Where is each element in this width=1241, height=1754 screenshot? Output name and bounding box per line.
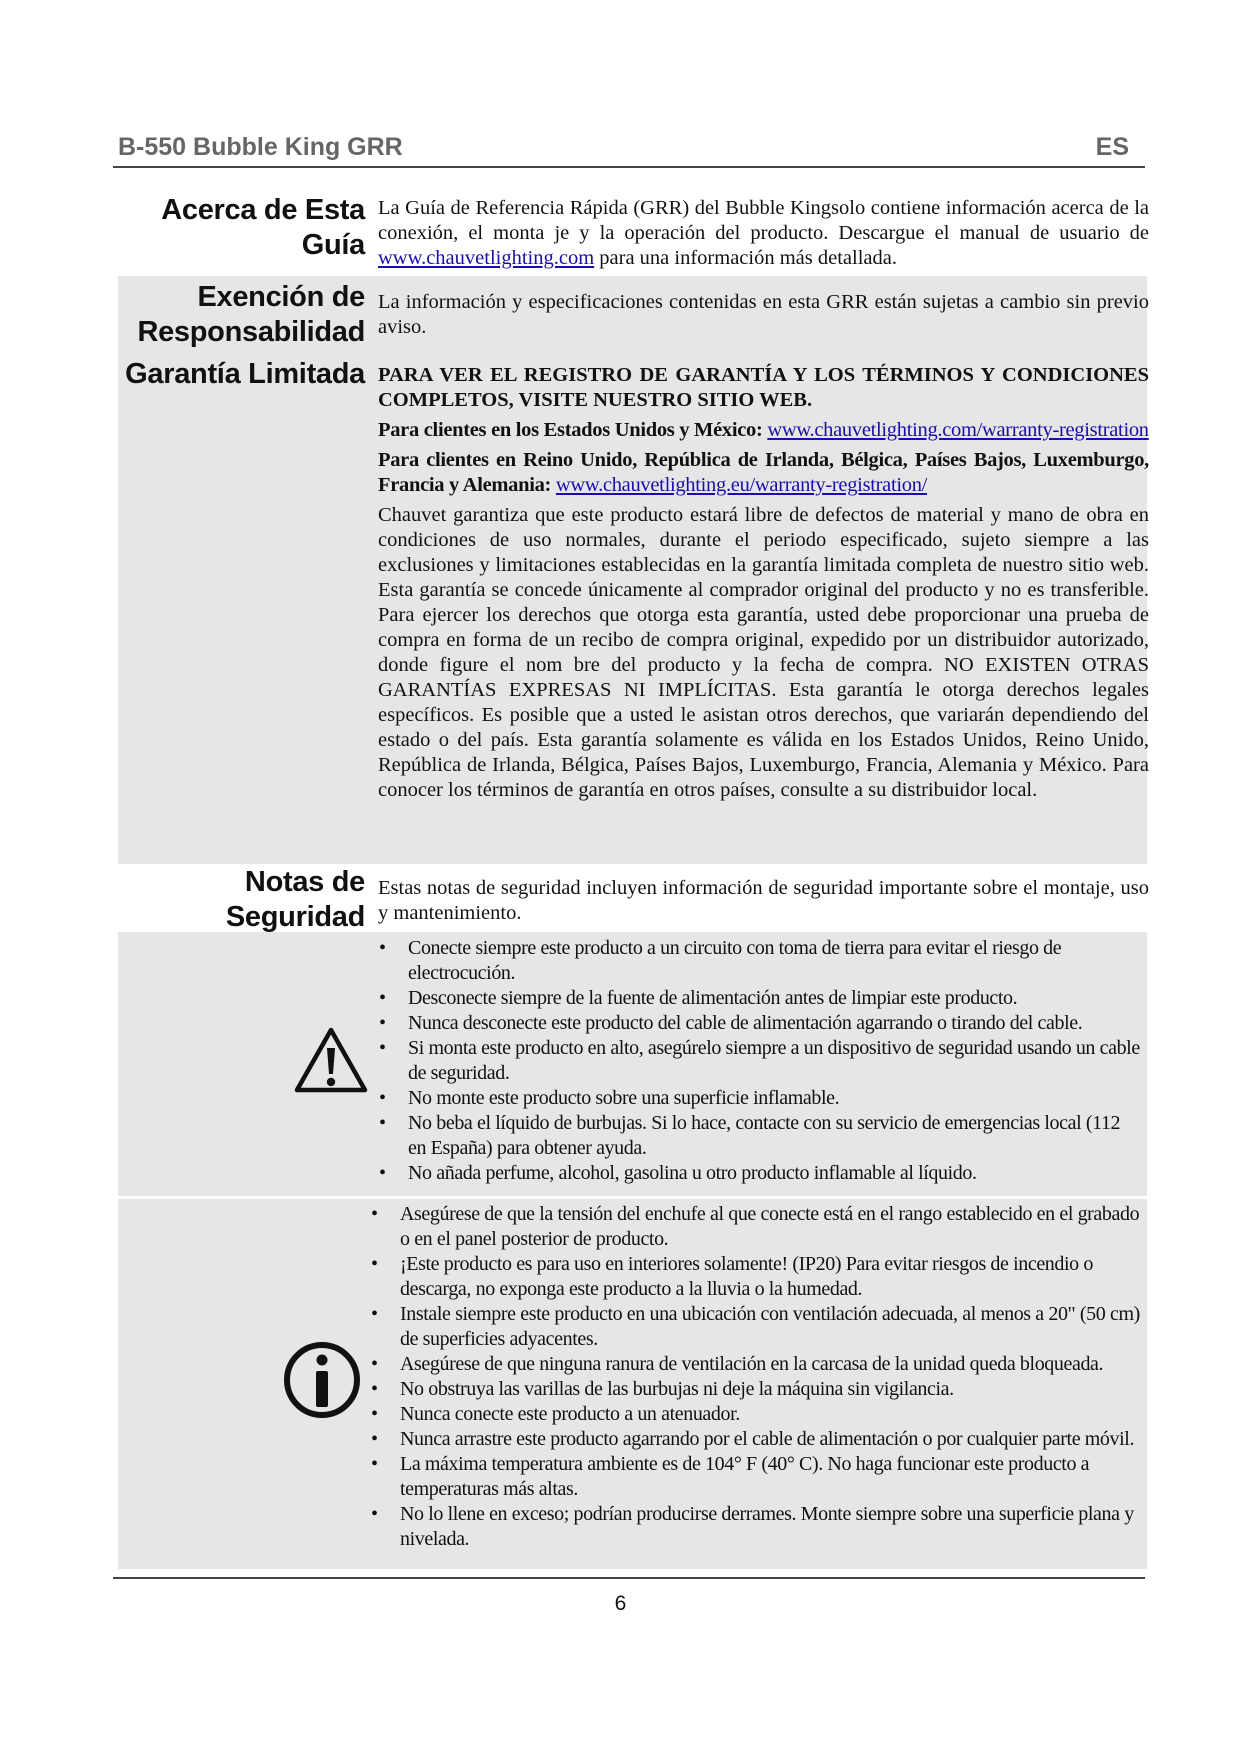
- list-item: • No añada perfume, alcohol, gasolina u otro producto inflamable al líquido.: [379, 1162, 977, 1184]
- manual-link[interactable]: www.chauvetlighting.com: [378, 247, 595, 269]
- safety-intro: Estas notas de seguridad incluyen información de seguridad importante sobre el montaje, uso y mantenimiento.: [378, 877, 1149, 924]
- list-item: • Nunca desconecte este producto del cable de alimentación agarrando o tirando del cable.: [379, 1012, 1083, 1034]
- warranty-eu: Para clientes en Reino Unido, República de Irlanda, Bélgica, Países Bajos, Luxemburgo, Francia y Alemania: www.chauvetlighting.eu/warranty-registration/: [378, 449, 1149, 496]
- list-item: • Si monta este producto en alto, asegúrelo siempre a un dispositivo de seguridad usando un cable de seguridad.: [379, 1037, 1140, 1084]
- list-item: • Nunca arrastre este producto agarrando por el cable de alimentación o por cualquier parte móvil.: [371, 1428, 1135, 1450]
- eu-warranty-link[interactable]: www.chauvetlighting.eu/warranty-registration/: [555, 474, 928, 496]
- warning-triangle-icon: [294, 1026, 368, 1094]
- list-item: • Instale siempre este producto en una ubicación con ventilación adecuada, al menos a 20" (50 cm) de superficies adyacentes.: [371, 1303, 1140, 1350]
- warranty-heading: Garantía Limitada: [125, 358, 365, 390]
- list-item: • No beba el líquido de burbujas. Si lo hace, contacte con su servicio de emergencias local (112 en España) para obtener ayuda.: [379, 1112, 1121, 1159]
- safety-heading: Notas de Seguridad: [225, 866, 365, 933]
- warning-list: [376, 936, 1141, 1186]
- warranty-caps: PARA VER EL REGISTRO DE GARANTÍA Y LOS TÉRMINOS Y CONDICIONES COMPLETOS, VISITE NUESTRO SITIO WEB.: [378, 364, 1149, 411]
- us-warranty-link[interactable]: www.chauvetlighting.com/warranty-registration: [767, 419, 1149, 441]
- list-item: • ¡Este producto es para uso en interiores solamente! (IP20) Para evitar riesgos de incendio o descarga, no exponga este producto a la lluvia o la humedad.: [371, 1253, 1093, 1300]
- list-item: • No lo llene en exceso; podrían producirse derrames. Monte siempre sobre una superficie plana y nivelada.: [371, 1503, 1134, 1550]
- info-list: [368, 1202, 1143, 1552]
- list-item: • La máxima temperatura ambiente es de 104° F (40° C). No haga funcionar este producto a temperaturas más altas.: [371, 1453, 1090, 1500]
- list-item: • Asegúrese de que ninguna ranura de ventilación en la carcasa de la unidad queda bloqueada.: [371, 1353, 1104, 1375]
- document-title: B-550 Bubble King GRR: [118, 133, 403, 161]
- about-text: La Guía de Referencia Rápida (GRR) del Bubble Kingsolo contiene información acerca de la conexión, el monta je y la operación del producto. Descargue el manual de usuario de www.chauvetlighting.com para una información más detallada.: [378, 197, 1149, 269]
- list-item: • Conecte siempre este producto a un circuito con toma de tierra para evitar el riesgo de electrocución.: [379, 937, 1062, 984]
- list-item: • Desconecte siempre de la fuente de alimentación antes de limpiar este producto.: [379, 987, 1018, 1009]
- list-item: • No obstruya las varillas de las burbujas ni deje la máquina sin vigilancia.: [371, 1378, 954, 1400]
- list-item: • No monte este producto sobre una superficie inflamable.: [379, 1087, 840, 1109]
- disclaimer-heading: Exención de Responsabilidad: [137, 281, 365, 348]
- footer-rule: [113, 1577, 1145, 1579]
- list-item: • Nunca conecte este producto a un atenuador.: [371, 1403, 740, 1425]
- disclaimer-text: La información y especificaciones contenidas en esta GRR están sujetas a cambio sin previo aviso.: [378, 291, 1149, 338]
- page-number: 6: [614, 1592, 627, 1615]
- warranty-us: Para clientes en los Estados Unidos y México: www.chauvetlighting.com/warranty-registration: [378, 419, 1149, 441]
- about-heading: Acerca de Esta Guía: [161, 194, 365, 261]
- list-item: • Asegúrese de que la tensión del enchufe al que conecte está en el rango establecido en el grabado o en el panel posterior de producto.: [371, 1203, 1140, 1250]
- header-rule: [113, 166, 1145, 168]
- warranty-paragraph: Chauvet garantiza que este producto estará libre de defectos de material y mano de obra en condiciones de uso normales, durante el periodo especificado, sujeto siempre a las exclusiones y limitaciones establecidas en la garantía limitada completa de nuestro sitio web. Esta garantía se concede únicamente al comprador original del producto y no es transferible. Para ejercer los derechos que otorga esta garantía, usted debe proporcionar una prueba de compra en forma de un recibo de compra original, expedido por un distribuidor autorizado, donde figure el nom bre del producto y la fecha de compra. NO EXISTEN OTRAS GARANTÍAS EXPRESAS NI IMPLÍCITAS. Esta garantía le otorga derechos legales específicos. Es posible que a usted le asistan otros derechos, que variarán dependiendo del estado o del país. Esta garantía solamente es válida en los Estados Unidos, Reino Unido, República de Irlanda, Bélgica, Países Bajos, Luxemburgo, Francia, Alemania y México. Para conocer los términos de garantía en otros países, consulte a su distribuidor local.: [378, 504, 1149, 801]
- warranty-body: [378, 363, 1149, 803]
- info-circle-icon: [282, 1340, 362, 1420]
- language-code: ES: [1095, 133, 1129, 161]
